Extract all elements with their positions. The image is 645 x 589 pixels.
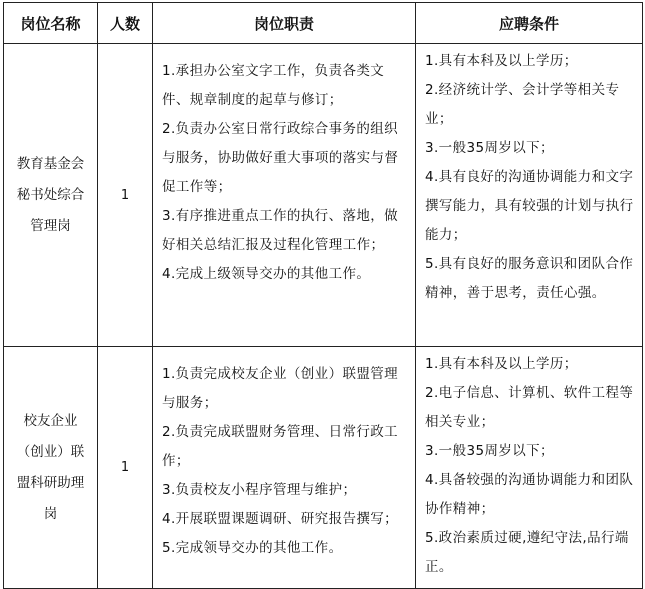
requirement-item: 3.一般35周岁以下； [425,140,554,156]
header-duties: 岗位职责 [153,3,416,44]
duties-cell [153,44,416,347]
requirement-item: 2.电子信息、计算机、软件工程等相关专业； [425,385,634,430]
header-requirements: 应聘条件 [416,3,643,44]
requirement-item: 3.一般35周岁以下； [425,443,554,459]
header-position-name: 岗位名称 [4,3,98,44]
position-count: 1 [98,347,153,589]
duty-item: 3.有序推进重点工作的执行、落地，做好相关总结汇报及过程化管理工作； [162,208,399,253]
requirement-item: 4.具备较强的沟通协调能力和团队协作精神； [425,472,634,517]
position-name: 校友企业（创业）联盟科研助理岗 [4,347,98,589]
duties-cell [153,347,416,589]
duty-item: 1.承担办公室文字工作，负责各类文件、规章制度的起草与修订； [162,63,385,108]
duty-item: 3.负责校友小程序管理与维护； [162,482,357,498]
duty-item: 1.负责完成校友企业（创业）联盟管理与服务； [162,366,399,411]
requirement-item: 4.具有良好的沟通协调能力和文字撰写能力，具有较强的计划与执行能力； [425,169,634,243]
requirements-cell [416,44,643,347]
header-count: 人数 [98,3,153,44]
duty-item: 4.开展联盟课题调研、研究报告撰写； [162,511,399,527]
duty-item: 4.完成上级领导交办的其他工作。 [162,266,371,282]
requirements-cell [416,347,643,589]
table-row [4,44,643,347]
duty-item: 5.完成领导交办的其他工作。 [162,540,343,556]
requirement-item: 5.具有良好的服务意识和团队合作精神，善于思考，责任心强。 [425,256,634,301]
requirement-item: 5.政治素质过硬,遵纪守法,品行端正。 [425,530,629,575]
table-row [4,347,643,589]
requirement-item: 2.经济统计学、会计学等相关专业； [425,82,620,127]
duty-item: 2.负责办公室日常行政综合事务的组织与服务，协助做好重大事项的落实与督促工作等； [162,121,399,195]
header-row [4,3,643,44]
requirement-item: 1.具有本科及以上学历； [425,53,578,69]
recruitment-table [3,2,643,589]
requirement-item: 1.具有本科及以上学历； [425,356,578,372]
position-count: 1 [98,44,153,347]
duty-item: 2.负责完成联盟财务管理、日常行政工作； [162,424,399,469]
position-name: 教育基金会秘书处综合管理岗 [4,44,98,347]
